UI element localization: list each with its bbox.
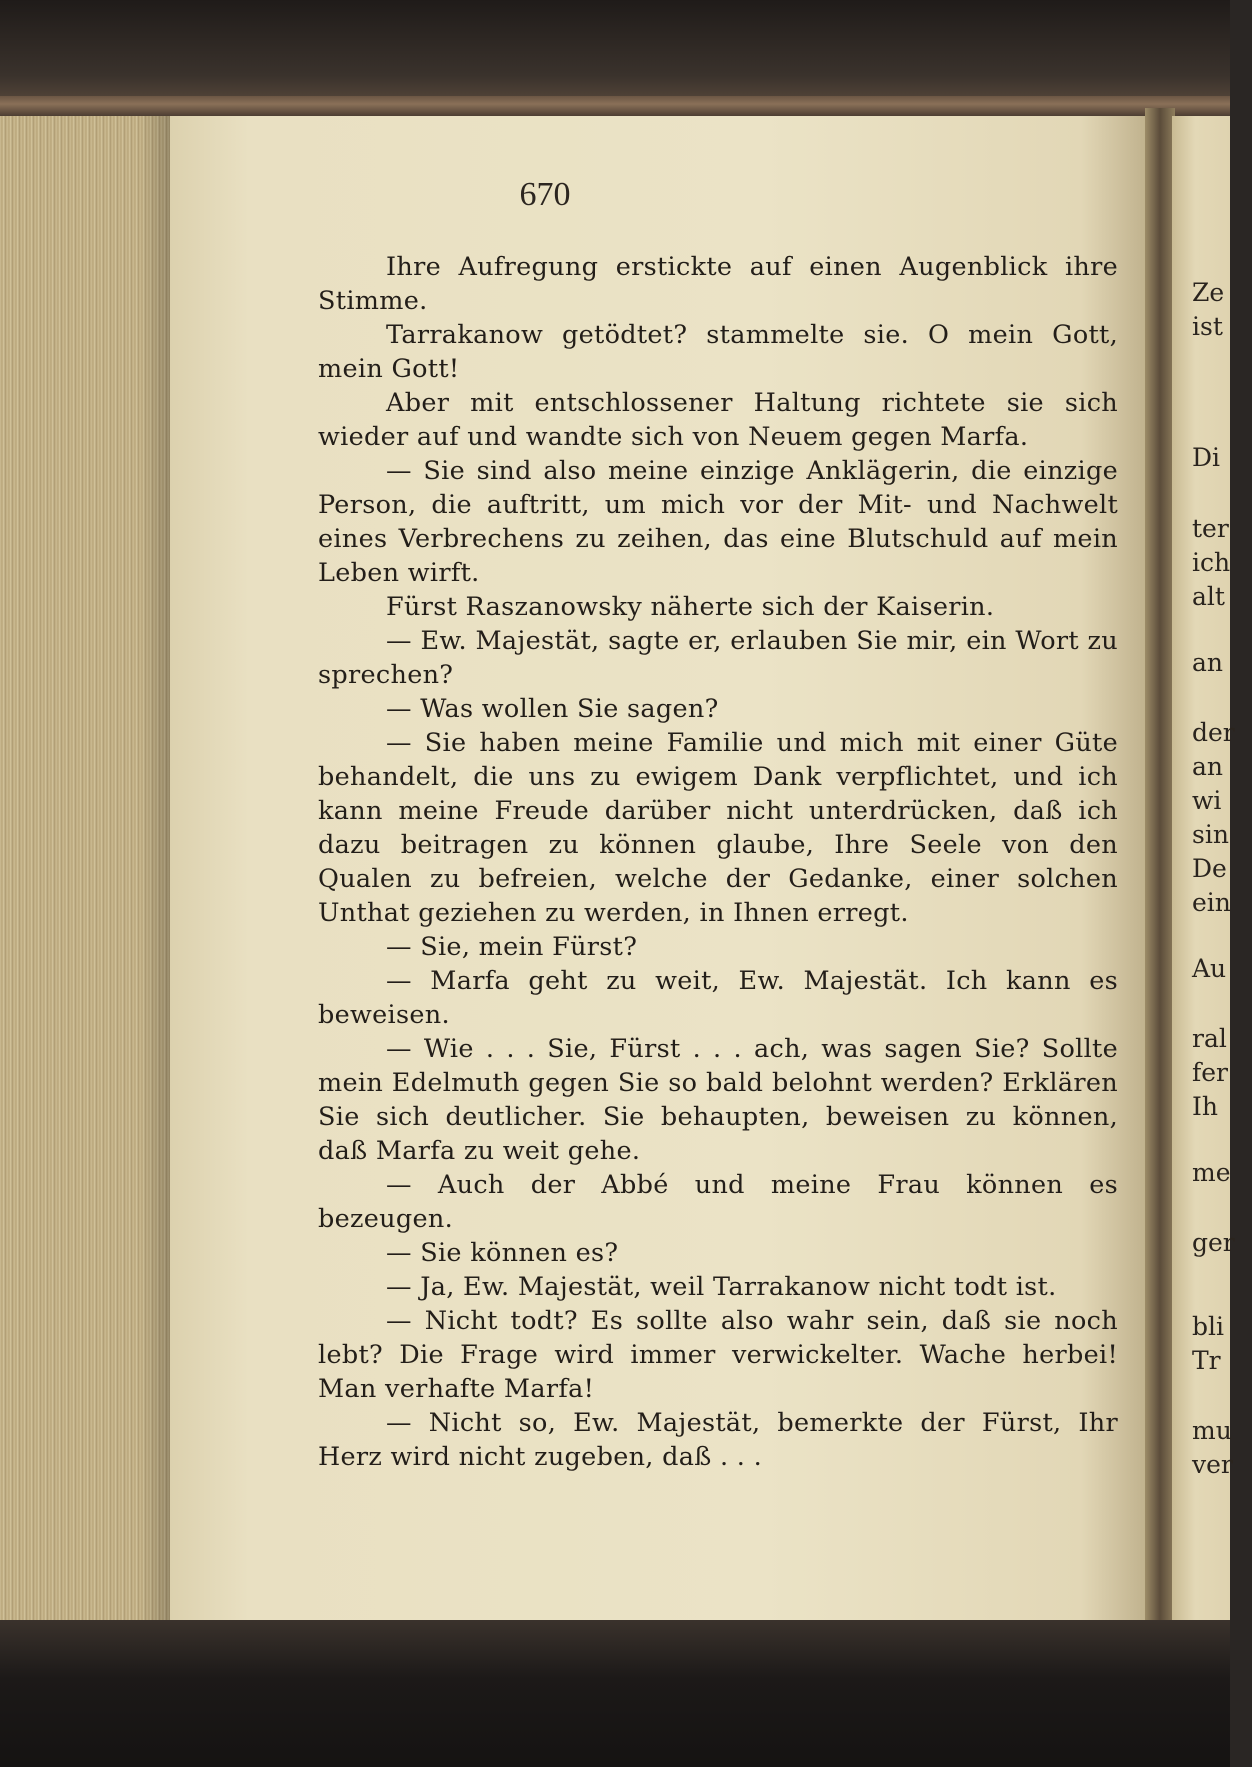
next-page-fragment: ein (1192, 888, 1231, 917)
next-page-fragment: ich (1192, 548, 1231, 577)
paragraph: — Wie . . . Sie, Fürst . . . ach, was sagen Sie? Sollte mein Edelmuth gegen Sie so bald belohnt werden? Erklären Sie sich deutlicher. Sie behaupten, beweisen zu können, daß Marfa zu weit gehe. (318, 1034, 1118, 1166)
paragraph: — Marfa geht zu weit, Ew. Majestät. Ich kann es beweisen. (318, 966, 1118, 1030)
next-page-fragment: Ze (1192, 278, 1225, 307)
paragraph: — Sie, mein Fürst? (386, 932, 638, 962)
next-page-fragment: ral (1192, 1024, 1227, 1053)
next-page-fragment: me (1192, 1158, 1231, 1187)
next-page-fragment: Au (1192, 954, 1227, 983)
next-page-fragment: fer (1192, 1058, 1228, 1087)
paragraph: — Sie können es? (386, 1238, 619, 1268)
paragraph: — Sie haben meine Familie und mich mit einer Güte behandelt, die uns zu ewigem Dank verpflichtet, und ich kann meine Freude darüber nicht unterdrücken, daß ich dazu beitragen zu können glaube, Ihre Seele von den Qualen zu befreien, welche der Gedanke, einer solchen Unthat geziehen zu werden, in Ihnen erregt. (318, 728, 1118, 928)
next-page-fragment: an (1192, 648, 1224, 677)
paragraph: — Auch der Abbé und meine Frau können es bezeugen. (318, 1170, 1118, 1234)
next-page-fragment: an (1192, 752, 1224, 781)
next-page-fragment: Tr (1192, 1346, 1221, 1375)
book-cover-top (0, 0, 1230, 108)
next-page-fragment: De (1192, 854, 1227, 883)
next-page-fragment: alt (1192, 582, 1225, 611)
paragraph: Ihre Aufregung erstickte auf einen Augenblick ihre Stimme. (318, 252, 1118, 316)
paragraph: — Sie sind also meine einzige Anklägerin, die einzige Person, die auftritt, um mich vor der Mit- und Nachwelt eines Verbrechens zu zeihen, das eine Blutschuld auf mein Leben wirft. (318, 456, 1118, 588)
next-page-fragment: ist (1192, 312, 1223, 341)
next-page-fragment: wi (1192, 786, 1222, 815)
book-gutter (1145, 108, 1175, 1628)
next-page-fragment: Ih (1192, 1092, 1218, 1121)
next-page-fragment: ger (1192, 1228, 1235, 1257)
paragraph: — Was wollen Sie sagen? (386, 694, 719, 724)
book-spine-edge (0, 96, 1230, 116)
page-body-text (318, 250, 1118, 1474)
paragraph: — Ew. Majestät, sagte er, erlauben Sie mir, ein Wort zu sprechen? (318, 626, 1118, 690)
paragraph: Aber mit entschlossener Haltung richtete sie sich wieder auf und wandte sich von Neuem gegen Marfa. (318, 388, 1118, 452)
next-page-fragment: ver (1192, 1450, 1233, 1479)
next-page-fragment: mu (1192, 1416, 1232, 1445)
paragraph: — Ja, Ew. Majestät, weil Tarrakanow nicht todt ist. (386, 1272, 1057, 1302)
paragraph: — Nicht so, Ew. Majestät, bemerkte der Fürst, Ihr Herz wird nicht zugeben, daß . . . (318, 1408, 1118, 1472)
next-page-fragment: der (1192, 718, 1235, 747)
next-page-fragment: ter (1192, 514, 1229, 543)
page-number: 670 (519, 176, 571, 213)
book-cover-bottom (0, 1620, 1230, 1767)
next-page-fragment: bli (1192, 1312, 1224, 1341)
paragraph: Tarrakanow getödtet? stammelte sie. O mein Gott, mein Gott! (318, 320, 1118, 384)
paragraph: — Nicht todt? Es sollte also wahr sein, daß sie noch lebt? Die Frage wird immer verwickelter. Wache herbei! Man verhafte Marfa! (318, 1306, 1118, 1404)
next-page-fragment: sin (1192, 820, 1229, 849)
next-page-fragment: Di (1192, 443, 1221, 472)
paragraph: Fürst Raszanowsky näherte sich der Kaiserin. (386, 592, 995, 622)
